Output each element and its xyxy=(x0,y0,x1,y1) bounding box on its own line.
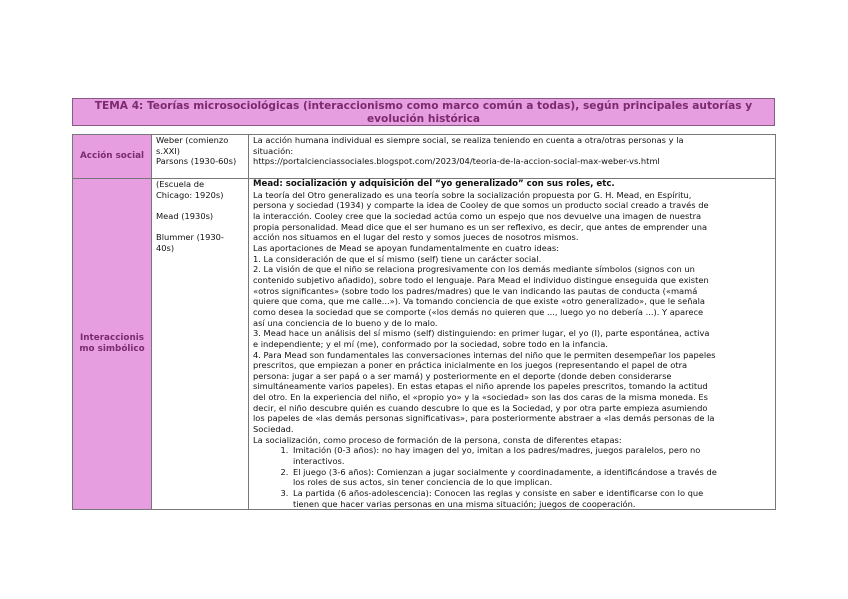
section-subtitle: Mead: socialización y adquisición del “yo generalizado” con sus roles, etc. xyxy=(253,179,615,189)
list-item: 2. El juego (3-6 años): Comienzan a jugar socialmente y coordinadamente, a identificándose a través de los roles de sus actos, sin tener conciencia de lo que implican. xyxy=(291,467,771,488)
description-accion-social: La acción humana individual es siempre social, se realiza teniendo en cuenta a otra/otras personas y la situación: https://portalcienciassociales.blogspot.com/2023/04/teoria-de-la-accion-social-max-weber-vs.html xyxy=(249,135,776,179)
authors-accion-social: Weber (comienzo s.XXI) Parsons (1930-60s) xyxy=(152,135,249,179)
table-row-accion-social xyxy=(73,135,776,179)
table-row-interaccionismo xyxy=(73,179,776,510)
description-interaccionismo: Mead: socialización y adquisición del “yo generalizado” con sus roles, etc. La teoría del Otro generalizado es una teoría sobre la socialización propuesta por G. H. Mead, en Espíritu, persona y sociedad (1934) y comparte la idea de Cooley de que somos un producto social creado a través de la interacción. Cooley cree que la sociedad actúa como un espejo que nos devuelve una imagen de nuestra propia personalidad. Mead dice que el ser humano es un ser reflexivo, es decir, que antes de emprender una acción nos situamos en el lugar del resto y somos jueces de nosotros mismos. Las aportaciones de Mead se apoyan fundamentalmente en cuatro ideas: 1. La consideración de que el sí mismo (self) tiene un carácter social. 2. La visión de que el niño se relaciona progresivamente con los demás mediante símbolos (signos con un contenido subjetivo añadido), sobre todo el lenguaje. Para Mead el individuo distingue enseguida que existen «otros significantes» (sobre todo los padres/madres) que le van indicando las pautas de conducta («mamá quiere que coma, que me calle...»). Va tomando conciencia de que existe «otro generalizado», que le señala como desea la sociedad que se comporte («los demás no quieren que ..., luego yo no debería ...). Y aparece así una conciencia de lo bueno y de lo malo. 3. Mead hace un análisis del sí mismo (self) distinguiendo: en primer lugar, el yo (I), parte espontánea, activa e independiente; y el mí (me), conformado por la sociedad, sobre todo en la infancia. 4. Para Mead son fundamentales las conversaciones internas del niño que le permiten desempeñar los papeles prescritos, que empiezan a poner en práctica inicialmente en los juegos (representando el papel de otra persona: jugar a ser papá o a ser mamá) y posteriormente en el deporte (donde deben considerarse simultáneamente varios papeles). En estas etapas el niño aprende los papeles prescritos, tomando la actitud del otro. En la experiencia del niño, el «propio yo» y la «sociedad» son las dos caras de la misma moneda. Es decir, el niño descubre quién es cuando descubre lo que es la Sociedad, y por otra parte empieza asumiendo los papeles de «las demás personas significativas», para posteriormente abstraer a «las demás personas de la Sociedad. La socialización, como proceso de formación de la persona, consta de diferentes etapas: 1. Imitación (0-3 años): no hay imagen del yo, imitan a los padres/madres, juegos paralelos, pero no interactivos. 2. El juego (3-6 años): Comienzan a jugar socialmente y coordinadamente, a identificándose a través de los roles de sus actos, sin tener conciencia de lo que implican. 3. La partida (6 años-adolescencia): Conocen las reglas y consiste en saber e identificarse con lo que tienen que hacer varias personas en una misma situación; juegos de cooperación. xyxy=(249,179,776,510)
list-item: 3. La partida (6 años-adolescencia): Conocen las reglas y consiste en saber e identificarse con lo que tienen que hacer varias personas en una misma situación; juegos de cooperación. xyxy=(291,488,771,509)
socialization-stages-list xyxy=(253,445,771,509)
authors-interaccionismo: (Escuela de Chicago: 1920s) Mead (1930s) Blummer (1930- 40s) xyxy=(152,179,249,510)
page-title xyxy=(72,98,775,126)
list-item: 1. Imitación (0-3 años): no hay imagen del yo, imitan a los padres/madres, juegos paralelos, pero no interactivos. xyxy=(291,445,771,466)
theories-table xyxy=(72,134,776,510)
row-heading-interaccionismo: Interaccionis mo simbólico xyxy=(73,179,152,510)
title-line-1: TEMA 4: Teorías microsociológicas (interaccionismo como marco común a todas), según principales autorías y xyxy=(94,100,753,112)
row-heading-accion-social: Acción social xyxy=(73,135,152,179)
title-line-2: evolución histórica xyxy=(366,112,481,125)
reference-link[interactable]: https://portalcienciassociales.blogspot.com/2023/04/teoria-de-la-accion-social-max-weber-vs.html xyxy=(253,156,660,167)
